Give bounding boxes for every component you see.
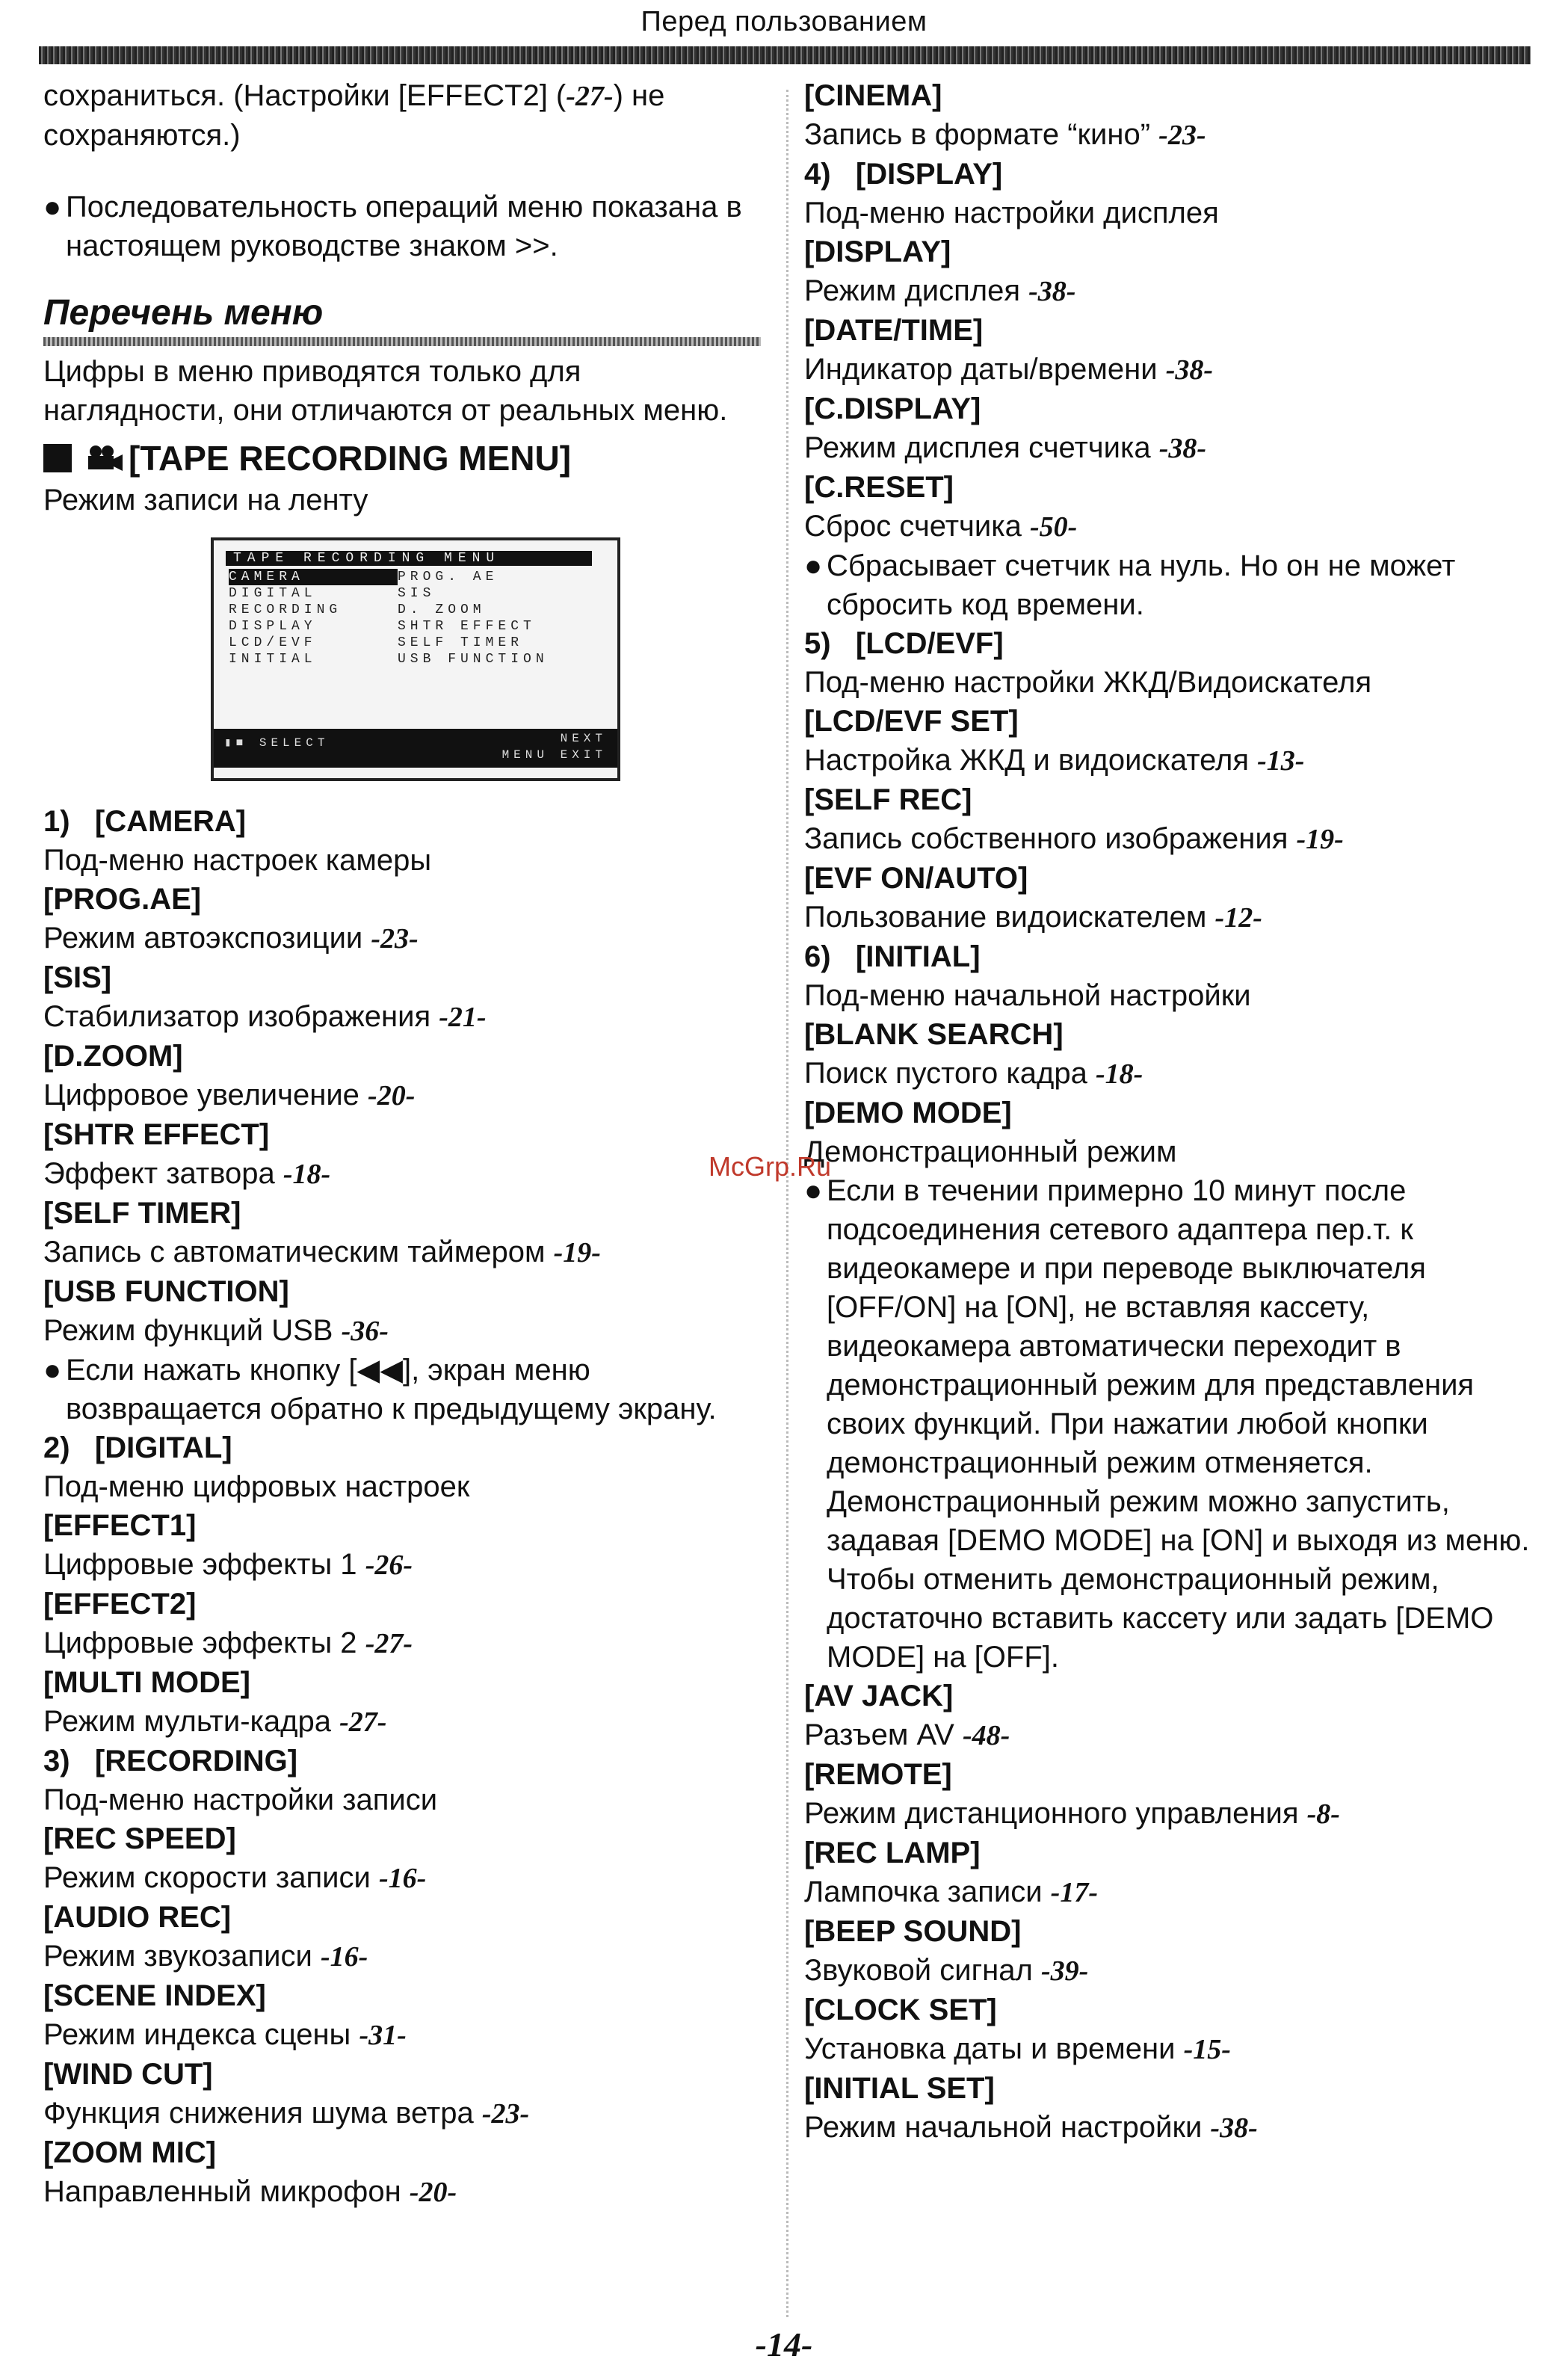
menu-item-name: [WIND CUT] bbox=[43, 2058, 213, 2091]
menu-item-desc-text: Разъем AV bbox=[804, 1718, 954, 1751]
menu-item-desc-text: Направленный микрофон bbox=[43, 2175, 401, 2208]
screen-row-main: RECORDING bbox=[229, 602, 342, 617]
menu-item-desc bbox=[43, 919, 761, 958]
screen-row bbox=[229, 635, 602, 651]
menu-item-desc-text: Режим дисплея счетчика bbox=[804, 431, 1151, 464]
menu-item-name: [ZOOM MIC] bbox=[43, 2136, 217, 2169]
bullet-text: Если в течении примерно 10 минут после подсоединения сетевого адаптера пер.т. к видеокамере и при переводе выключателя [OFF/ON] на [ON], не вставляя кассету, видеокамера автоматически переходит в демонстрационный режим для представления своих функций. При нажатии любой кнопки демонстрационный режим отменяется. Демонстрационный режим можно запустить, задавая [DEMO MODE] на [ON] и выходя из меню. Чтобы отменить демонстрационный режим, достаточно вставить кассету или задать [DEMO MODE] на [OFF]. bbox=[827, 1174, 1530, 1674]
menu-item-name: [DATE/TIME] bbox=[804, 314, 984, 347]
bullet-item bbox=[804, 546, 1544, 624]
menu-item-desc bbox=[43, 1624, 761, 1663]
submenu-label: [LCD/EVF] bbox=[855, 627, 1004, 660]
page-ref: -15- bbox=[1183, 2034, 1231, 2065]
menu-item-desc bbox=[43, 1858, 761, 1898]
submenu-heading-digital bbox=[43, 1428, 761, 1467]
menu-item-desc bbox=[804, 1951, 1544, 1991]
menu-item-desc-text: Режим дистанционного управления bbox=[804, 1797, 1299, 1830]
menu-item-desc-text: Режим индекса сцены bbox=[43, 2018, 351, 2051]
menu-item-desc bbox=[804, 115, 1544, 155]
page-ref: -38- bbox=[1028, 276, 1076, 307]
page-ref: -20- bbox=[368, 1080, 416, 1111]
page-ref: -50- bbox=[1029, 511, 1078, 543]
menu-item-name: [SIS] bbox=[43, 961, 112, 994]
menu-item-desc bbox=[804, 1132, 1544, 1171]
menu-item-desc-text: Звуковой сигнал bbox=[804, 1954, 1033, 1987]
bullet-dot-icon: ● bbox=[43, 191, 62, 223]
bullet-item bbox=[43, 188, 761, 265]
bullet-text: Последовательность операций меню показана в настоящем руководстве знаком >>. bbox=[66, 191, 742, 262]
page-ref: -27- bbox=[566, 81, 614, 112]
page-ref: -16- bbox=[378, 1863, 427, 1894]
page-ref: -23- bbox=[371, 923, 419, 955]
watermark: McGrp.Ru bbox=[709, 1151, 832, 1182]
page-ref: -19- bbox=[1296, 824, 1344, 855]
menu-item-name: [DEMO MODE] bbox=[804, 1097, 1012, 1129]
menu-item-desc-text: Установка даты и времени bbox=[804, 2032, 1176, 2065]
submenu-heading-camera bbox=[43, 802, 761, 841]
screen-next-hint: NEXT bbox=[560, 732, 607, 745]
section-note: Цифры в меню приводятся только для наглядности, они отличаются от реальных меню. bbox=[43, 355, 728, 427]
menu-item-name: [EVF ON/AUTO] bbox=[804, 862, 1028, 895]
bullet-dot-icon: ● bbox=[43, 1354, 62, 1387]
menu-item-name: [CINEMA] bbox=[804, 79, 942, 112]
page-ref: -18- bbox=[283, 1159, 331, 1190]
section-rule bbox=[43, 337, 761, 346]
submenu-heading-lcdevf bbox=[804, 624, 1544, 663]
screen-row-sub: D. ZOOM bbox=[398, 602, 486, 617]
menu-item-desc bbox=[43, 2015, 761, 2055]
submenu-desc: Под-меню настройки записи bbox=[43, 1783, 438, 1816]
menu-item-desc bbox=[804, 1872, 1544, 1912]
menu-item-desc-text: Индикатор даты/времени bbox=[804, 353, 1158, 386]
menu-item-desc bbox=[43, 1233, 761, 1272]
menu-item-name: [REC SPEED] bbox=[43, 1822, 236, 1855]
menu-item-name: [AUDIO REC] bbox=[43, 1901, 232, 1934]
screen-row-main: CAMERA bbox=[229, 569, 398, 585]
submenu-number: 2) bbox=[43, 1431, 70, 1464]
menu-item-name: [PROG.AE] bbox=[43, 883, 202, 916]
menu-item-desc bbox=[43, 2172, 761, 2212]
page-ref: -13- bbox=[1257, 745, 1305, 777]
menu-item-desc bbox=[804, 819, 1544, 859]
screen-row-main: LCD/EVF bbox=[229, 635, 317, 650]
screen-bottom-bar bbox=[214, 729, 617, 768]
submenu-heading-initial bbox=[804, 937, 1544, 976]
page-ref: -16- bbox=[320, 1941, 368, 1973]
menu-item-name: [AV JACK] bbox=[804, 1680, 954, 1712]
submenu-number: 5) bbox=[804, 627, 831, 660]
submenu-label: [DIGITAL] bbox=[94, 1431, 232, 1464]
menu-title bbox=[43, 436, 761, 481]
menu-item-desc bbox=[43, 1076, 761, 1115]
header-divider-bar bbox=[39, 46, 1531, 64]
menu-item-desc bbox=[43, 2094, 761, 2133]
menu-subtitle: Режим записи на ленту bbox=[43, 484, 368, 517]
menu-item-desc-text: Цифровые эффекты 1 bbox=[43, 1548, 357, 1581]
submenu-heading-recording bbox=[43, 1742, 761, 1780]
menu-item-desc-text: Запись собственного изображения bbox=[804, 822, 1288, 855]
menu-item-name: [LCD/EVF SET] bbox=[804, 705, 1019, 738]
video-camera-icon bbox=[85, 444, 124, 472]
menu-item-name: [CLOCK SET] bbox=[804, 1994, 997, 2026]
menu-item-desc-text: Лампочка записи bbox=[804, 1875, 1043, 1908]
submenu-label: [INITIAL] bbox=[855, 940, 981, 973]
menu-item-name: [SHTR EFFECT] bbox=[43, 1118, 270, 1151]
menu-item-desc-text: Запись с автоматическим таймером bbox=[43, 1236, 546, 1268]
screen-row-sub: USB FUNCTION bbox=[398, 652, 549, 667]
menu-item-name: [EFFECT2] bbox=[43, 1588, 197, 1621]
menu-item-name: [SCENE INDEX] bbox=[43, 1979, 266, 2012]
page-ref: -17- bbox=[1050, 1877, 1098, 1908]
menu-item-desc bbox=[804, 898, 1544, 937]
menu-item-desc bbox=[43, 1545, 761, 1585]
menu-item-name: [SELF REC] bbox=[804, 783, 972, 816]
submenu-number: 3) bbox=[43, 1745, 70, 1777]
menu-item-desc bbox=[804, 271, 1544, 311]
menu-item-name: [BLANK SEARCH] bbox=[804, 1018, 1064, 1051]
menu-item-desc-text: Настройка ЖКД и видоискателя bbox=[804, 744, 1249, 777]
menu-item-desc-text: Эффект затвора bbox=[43, 1157, 275, 1190]
menu-item-desc bbox=[43, 997, 761, 1037]
menu-item-desc-text: Поиск пустого кадра bbox=[804, 1057, 1087, 1090]
menu-title-text: [TAPE RECORDING MENU] bbox=[129, 439, 572, 478]
screen-row-main: DISPLAY bbox=[229, 619, 317, 634]
menu-item-desc bbox=[43, 1702, 761, 1742]
menu-item-name: [INITIAL SET] bbox=[804, 2072, 995, 2105]
black-square-icon bbox=[43, 444, 72, 472]
screen-row bbox=[229, 569, 602, 585]
screen-row bbox=[229, 602, 602, 618]
bullet-text: Сбрасывает счетчик на нуль. Но он не может сбросить код времени. bbox=[827, 549, 1456, 621]
menu-item-desc-text: Сброс счетчика bbox=[804, 510, 1022, 543]
menu-item-desc-text: Стабилизатор изображения bbox=[43, 1000, 431, 1033]
menu-item-name: [SELF TIMER] bbox=[43, 1197, 241, 1230]
submenu-desc: Под-меню начальной настройки bbox=[804, 979, 1251, 1012]
menu-item-desc-text: Запись в формате “кино” bbox=[804, 118, 1151, 151]
menu-item-desc-text: Демонстрационный режим bbox=[804, 1135, 1177, 1168]
screen-row-main: INITIAL bbox=[229, 652, 317, 667]
intro-text-end: ) не сохраняются.) bbox=[43, 79, 665, 152]
menu-item-desc-text: Цифровые эффекты 2 bbox=[43, 1627, 357, 1659]
bullet-dot-icon: ● bbox=[804, 1174, 823, 1207]
menu-item-desc bbox=[804, 1054, 1544, 1094]
bullet-text: Если нажать кнопку [◀◀], экран меню возвращается обратно к предыдущему экрану. bbox=[66, 1354, 717, 1425]
menu-item-desc bbox=[804, 507, 1544, 546]
menu-item-name: [USB FUNCTION] bbox=[43, 1275, 289, 1308]
screen-exit-hint: MENU EXIT bbox=[501, 748, 607, 762]
screen-title: TAPE RECORDING MENU bbox=[226, 551, 592, 566]
submenu-desc: Под-меню настройки дисплея bbox=[804, 197, 1219, 229]
page-ref: -36- bbox=[341, 1316, 389, 1347]
menu-item-desc bbox=[804, 2108, 1544, 2147]
menu-item-name: [C.RESET] bbox=[804, 471, 954, 504]
page-ref: -26- bbox=[365, 1550, 413, 1581]
submenu-label: [CAMERA] bbox=[94, 805, 247, 838]
submenu-desc: Под-меню настройки ЖКД/Видоискателя bbox=[804, 666, 1372, 699]
menu-item-desc bbox=[804, 1794, 1544, 1834]
screen-row bbox=[229, 585, 602, 602]
page-ref: -39- bbox=[1040, 1955, 1089, 1987]
submenu-number: 1) bbox=[43, 805, 70, 838]
spacer bbox=[43, 155, 761, 188]
screen-select-label: SELECT bbox=[259, 736, 330, 750]
menu-item-desc bbox=[43, 1311, 761, 1351]
page-ref: -38- bbox=[1210, 2112, 1258, 2144]
page-ref: -20- bbox=[409, 2177, 457, 2208]
menu-item-desc-text: Режим функций USB bbox=[43, 1314, 333, 1347]
submenu-label: [DISPLAY] bbox=[855, 158, 1003, 191]
screen-row-sub: PROG. AE bbox=[398, 570, 499, 585]
menu-item-desc-text: Пользование видоискателем bbox=[804, 901, 1207, 934]
menu-item-name: [REC LAMP] bbox=[804, 1837, 981, 1869]
menu-item-desc bbox=[804, 741, 1544, 780]
page-ref: -19- bbox=[553, 1237, 601, 1268]
right-column bbox=[804, 76, 1544, 2147]
page-ref: -48- bbox=[962, 1720, 1010, 1751]
menu-item-desc-text: Цифровое увеличение bbox=[43, 1079, 359, 1111]
submenu-number: 4) bbox=[804, 158, 831, 191]
page-ref: -27- bbox=[365, 1628, 413, 1659]
page-ref: -8- bbox=[1306, 1798, 1340, 1830]
page-ref: -38- bbox=[1165, 354, 1213, 386]
menu-screen-illustration bbox=[211, 537, 620, 781]
left-column bbox=[43, 76, 761, 2212]
page-ref: -21- bbox=[439, 1002, 487, 1033]
intro-text: сохраниться. (Настройки [EFFECT2] ( bbox=[43, 79, 567, 112]
menu-item-desc bbox=[804, 428, 1544, 468]
screen-row bbox=[229, 651, 602, 667]
submenu-number: 6) bbox=[804, 940, 831, 973]
bullet-item bbox=[43, 1351, 761, 1428]
page-ref: -38- bbox=[1158, 433, 1207, 464]
menu-item-name: [EFFECT1] bbox=[43, 1509, 197, 1542]
menu-item-desc-text: Режим скорости записи bbox=[43, 1861, 371, 1894]
menu-item-name: [C.DISPLAY] bbox=[804, 392, 981, 425]
page-ref: -31- bbox=[359, 2020, 407, 2051]
menu-item-desc-text: Режим мульти-кадра bbox=[43, 1705, 331, 1738]
section-title: Перечень меню bbox=[43, 293, 324, 333]
menu-item-name: [D.ZOOM] bbox=[43, 1040, 183, 1073]
submenu-desc: Под-меню цифровых настроек bbox=[43, 1470, 470, 1503]
page-header-title: Перед пользованием bbox=[641, 6, 927, 37]
screen-row-main: DIGITAL bbox=[229, 586, 317, 601]
submenu-label: [RECORDING] bbox=[94, 1745, 298, 1777]
menu-item-desc-text: Режим звукозаписи bbox=[43, 1940, 312, 1973]
page-ref: -23- bbox=[481, 2098, 530, 2130]
screen-row-sub: SHTR EFFECT bbox=[398, 619, 536, 634]
submenu-heading-display bbox=[804, 155, 1544, 194]
menu-item-desc-text: Режим начальной настройки bbox=[804, 2111, 1203, 2144]
menu-item-desc bbox=[43, 1937, 761, 1976]
page-number: -14- bbox=[755, 2325, 813, 2364]
bullet-item bbox=[804, 1171, 1544, 1677]
menu-item-desc-text: Режим дисплея bbox=[804, 274, 1021, 307]
menu-item-name: [MULTI MODE] bbox=[43, 1666, 250, 1699]
screen-select-hint: ▮■ SELECT bbox=[224, 736, 330, 750]
intro-paragraph bbox=[43, 76, 761, 155]
menu-item-name: [DISPLAY] bbox=[804, 235, 951, 268]
menu-item-desc bbox=[43, 1154, 761, 1194]
page-ref: -18- bbox=[1095, 1058, 1143, 1090]
menu-item-desc bbox=[804, 350, 1544, 389]
screen-row bbox=[229, 618, 602, 635]
screen-row-sub: SELF TIMER bbox=[398, 635, 524, 650]
page-ref: -27- bbox=[339, 1706, 387, 1738]
screen-rows bbox=[229, 569, 602, 667]
menu-item-desc bbox=[804, 2029, 1544, 2069]
menu-item-name: [BEEP SOUND] bbox=[804, 1915, 1022, 1948]
page-ref: -12- bbox=[1214, 902, 1262, 934]
column-divider bbox=[786, 90, 788, 2317]
menu-item-desc-text: Режим автоэкспозиции bbox=[43, 922, 363, 955]
menu-item-desc-text: Функция снижения шума ветра bbox=[43, 2097, 474, 2130]
menu-item-name: [REMOTE] bbox=[804, 1758, 952, 1791]
menu-item-desc bbox=[804, 1715, 1544, 1755]
screen-row-sub: SIS bbox=[398, 586, 436, 601]
submenu-desc: Под-меню настроек камеры bbox=[43, 844, 432, 877]
bullet-dot-icon: ● bbox=[804, 549, 823, 582]
page-ref: -23- bbox=[1158, 120, 1206, 151]
